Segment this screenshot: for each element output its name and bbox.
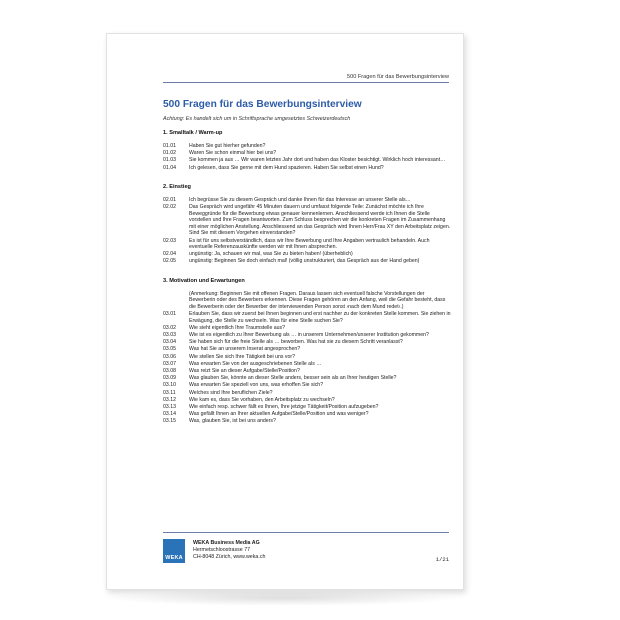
document-title: 500 Fragen für das Bewerbungsinterview — [163, 99, 362, 110]
question-text: Welches sind Ihre beruflichen Ziele? — [189, 389, 273, 396]
question-number: 03.05 — [163, 346, 176, 353]
question-text: Wie kam es, dass Sie vorhaben, den Arbeitsplatz zu wechseln? — [189, 396, 335, 403]
footer-rule — [163, 532, 449, 533]
question-number: 03.03 — [163, 332, 176, 338]
question-text: Was gefällt Ihnen an Ihrer aktuellen Aufgabe/Stelle/Position und was weniger? — [189, 411, 369, 418]
question-item — [163, 143, 451, 150]
question-text: Was, glauben Sie, ist bei uns anders? — [189, 418, 276, 425]
question-number: 03.15 — [163, 418, 176, 425]
question-text: Was reizt Sie an dieser Aufgabe/Stelle/Position? — [189, 367, 300, 374]
question-item — [163, 411, 451, 418]
question-text: Es ist für uns selbstverständlich, dass wir Ihre Bewerbung und Ihre Angaben vertraulich behandeln. Auch eventuelle Referenzauskünfte werden wir mit Ihnen absprechen. — [189, 237, 430, 251]
question-text: ungünstig: Beginnen Sie doch einfach mal! (völlig unstrukturiert, das Gespräch aus der Hand geben) — [189, 258, 420, 265]
question-text: Das Gespräch wird ungefähr 45 Minuten dauern und umfasst folgende Teile: Zunächst möchte ich Ihre Beweggründe für die Bewerbung etwas genauer kennenlernen. Anschliessend werde ich Ihnen die Stelle vorstellen und Ihre Fragen beantworten. Zum Schluss besprechen wir die konkreten Fragen im Zusammenhang mit einer möglichen Anstellung. Anschliessend an das Gespräch wird Ihnen Herr/Frau XY den Arbeitsplatz zeigen. Sind Sie mit diesem Vorgehen einverstanden? — [189, 203, 451, 237]
question-item — [163, 390, 451, 397]
question-text: Was erwarten Sie speziell von uns, was erhoffen Sie sich? — [189, 382, 324, 389]
question-number: 01.02 — [163, 150, 176, 157]
logo-text: WEKA — [165, 555, 183, 561]
question-item — [163, 150, 451, 157]
question-text: Sie kommen ja aus … Wir waren letztes Jahr dort und haben das Kloster besichtigt. Wirklich hoch interessant… — [189, 157, 446, 164]
question-text: Ich gelesen, dass Sie gerne mit dem Hund spazieren. Haben Sie selbst einen Hund? — [189, 164, 384, 171]
question-number: 02.04 — [163, 251, 176, 258]
question-text: Was hat Sie an unserem Inserat angesprochen? — [189, 346, 301, 353]
question-number: 02.05 — [163, 258, 176, 265]
question-item — [163, 251, 451, 258]
question-item — [163, 375, 451, 382]
running-header: 500 Fragen für das Bewerbungsinterview — [347, 74, 449, 80]
document-content — [163, 130, 451, 425]
question-item — [163, 361, 451, 368]
question-item — [163, 238, 451, 251]
document-page — [106, 33, 464, 590]
question-number: 03.09 — [163, 375, 176, 382]
question-number: 03.11 — [163, 389, 176, 396]
question-number: 01.03 — [163, 157, 176, 164]
question-number: 02.01 — [163, 196, 176, 203]
question-text: Was glauben Sie, könnte an dieser Stelle anders, besser sein als an Ihrer heutigen Stelle? — [189, 375, 397, 382]
question-text: Haben Sie gut hierher gefunden? — [189, 143, 266, 149]
question-item — [163, 197, 451, 204]
section-heading: 3. Motivation und Erwartungen — [163, 277, 245, 284]
question-item — [163, 368, 451, 375]
question-number: 01.04 — [163, 164, 176, 171]
question-number: 03.07 — [163, 360, 176, 367]
question-item — [163, 332, 451, 339]
question-text: Ich begrüsse Sie zu diesem Gespräch und danke Ihnen für das Interesse an unserer Stelle als… — [189, 196, 411, 203]
question-item — [163, 258, 451, 265]
question-text: Wie stellen Sie sich Ihre Tätigkeit bei uns vor? — [189, 353, 296, 360]
question-number: 03.04 — [163, 339, 176, 346]
header-rule — [163, 82, 449, 83]
question-text: Wie einfach resp. schwer fällt es Ihnen, Ihre jetzige Tätigkeit/Position aufzugeben? — [189, 403, 379, 410]
question-item — [163, 165, 451, 172]
weka-logo — [163, 539, 185, 563]
question-number: 03.10 — [163, 382, 176, 389]
question-number: 03.13 — [163, 403, 176, 410]
question-number: 03.12 — [163, 396, 176, 403]
question-item — [163, 382, 451, 389]
question-number: 02.03 — [163, 237, 176, 244]
spacer — [163, 266, 451, 278]
question-item — [163, 418, 451, 425]
section-heading: 2. Einstieg — [163, 183, 191, 190]
question-item — [163, 325, 451, 332]
question-number: 01.01 — [163, 143, 176, 149]
page-number: 1/21 — [435, 556, 449, 563]
question-item — [163, 311, 451, 324]
question-text: ungünstig: Ja, schauen wir mal, was Sie zu bieten haben! (überheblich) — [189, 251, 353, 258]
section-heading: 1. Smalltalk / Warm-up — [163, 130, 223, 136]
question-item — [163, 397, 451, 404]
question-text: Erlauben Sie, dass wir zuerst bei Ihnen beginnen und erst nachher zu der konkreten Stelle kommen. Sie ziehen in Erwägung, die Stelle zu wechseln. Was für eine Stelle suchen Sie? — [189, 311, 451, 324]
question-number: 03.02 — [163, 324, 176, 331]
question-item — [163, 354, 451, 361]
question-item — [163, 339, 451, 346]
question-item — [163, 157, 451, 164]
question-text: Wie sieht eigentlich Ihre Traumstelle aus? — [189, 324, 286, 331]
page-shadow — [102, 590, 462, 606]
question-number: 03.08 — [163, 367, 176, 374]
question-text: Waren Sie schon einmal hier bei uns? — [189, 150, 277, 157]
question-number: 03.06 — [163, 353, 176, 360]
question-item — [163, 404, 451, 411]
question-text: Wie ist es eigentlich zu Ihrer Bewerbung als … in unserem Unternehmen/unserer Institution gekommen? — [189, 332, 429, 338]
question-number: 02.02 — [163, 203, 176, 210]
company-city: CH-8048 Zürich, www.weka.ch — [193, 554, 266, 560]
question-item — [163, 204, 451, 237]
question-text: Was erwarten Sie von der ausgeschriebenen Stelle als … — [189, 360, 322, 367]
spacer — [163, 172, 451, 184]
question-number: 03.14 — [163, 411, 176, 418]
question-number: 03.01 — [163, 311, 176, 318]
company-street: Hermetschloostrasse 77 — [193, 547, 251, 553]
section-note: (Anmerkung: Beginnen Sie mit offenen Fragen. Daraus lassen sich eventuell falsche Vorstellungen der Bewerberin oder des Bewerbers erkennen. Diese Fragen gehören an den Anfang, weil die Gefahr besteht, dass die Bewerberin oder der Bewerber der interviewenden Person sonst ›nach dem Mund redet‹.) — [189, 290, 446, 310]
company-name: WEKA Business Media AG — [193, 540, 260, 546]
company-block — [193, 540, 265, 561]
question-item — [163, 346, 451, 353]
question-text: Sie haben sich für die freie Stelle als … beworben. Was hat sie zu diesem Schritt veranlasst? — [189, 339, 403, 346]
document-subtitle: Achtung: Es handelt sich um in Schriftsprache umgesetztes Schweizerdeutsch — [163, 116, 351, 122]
